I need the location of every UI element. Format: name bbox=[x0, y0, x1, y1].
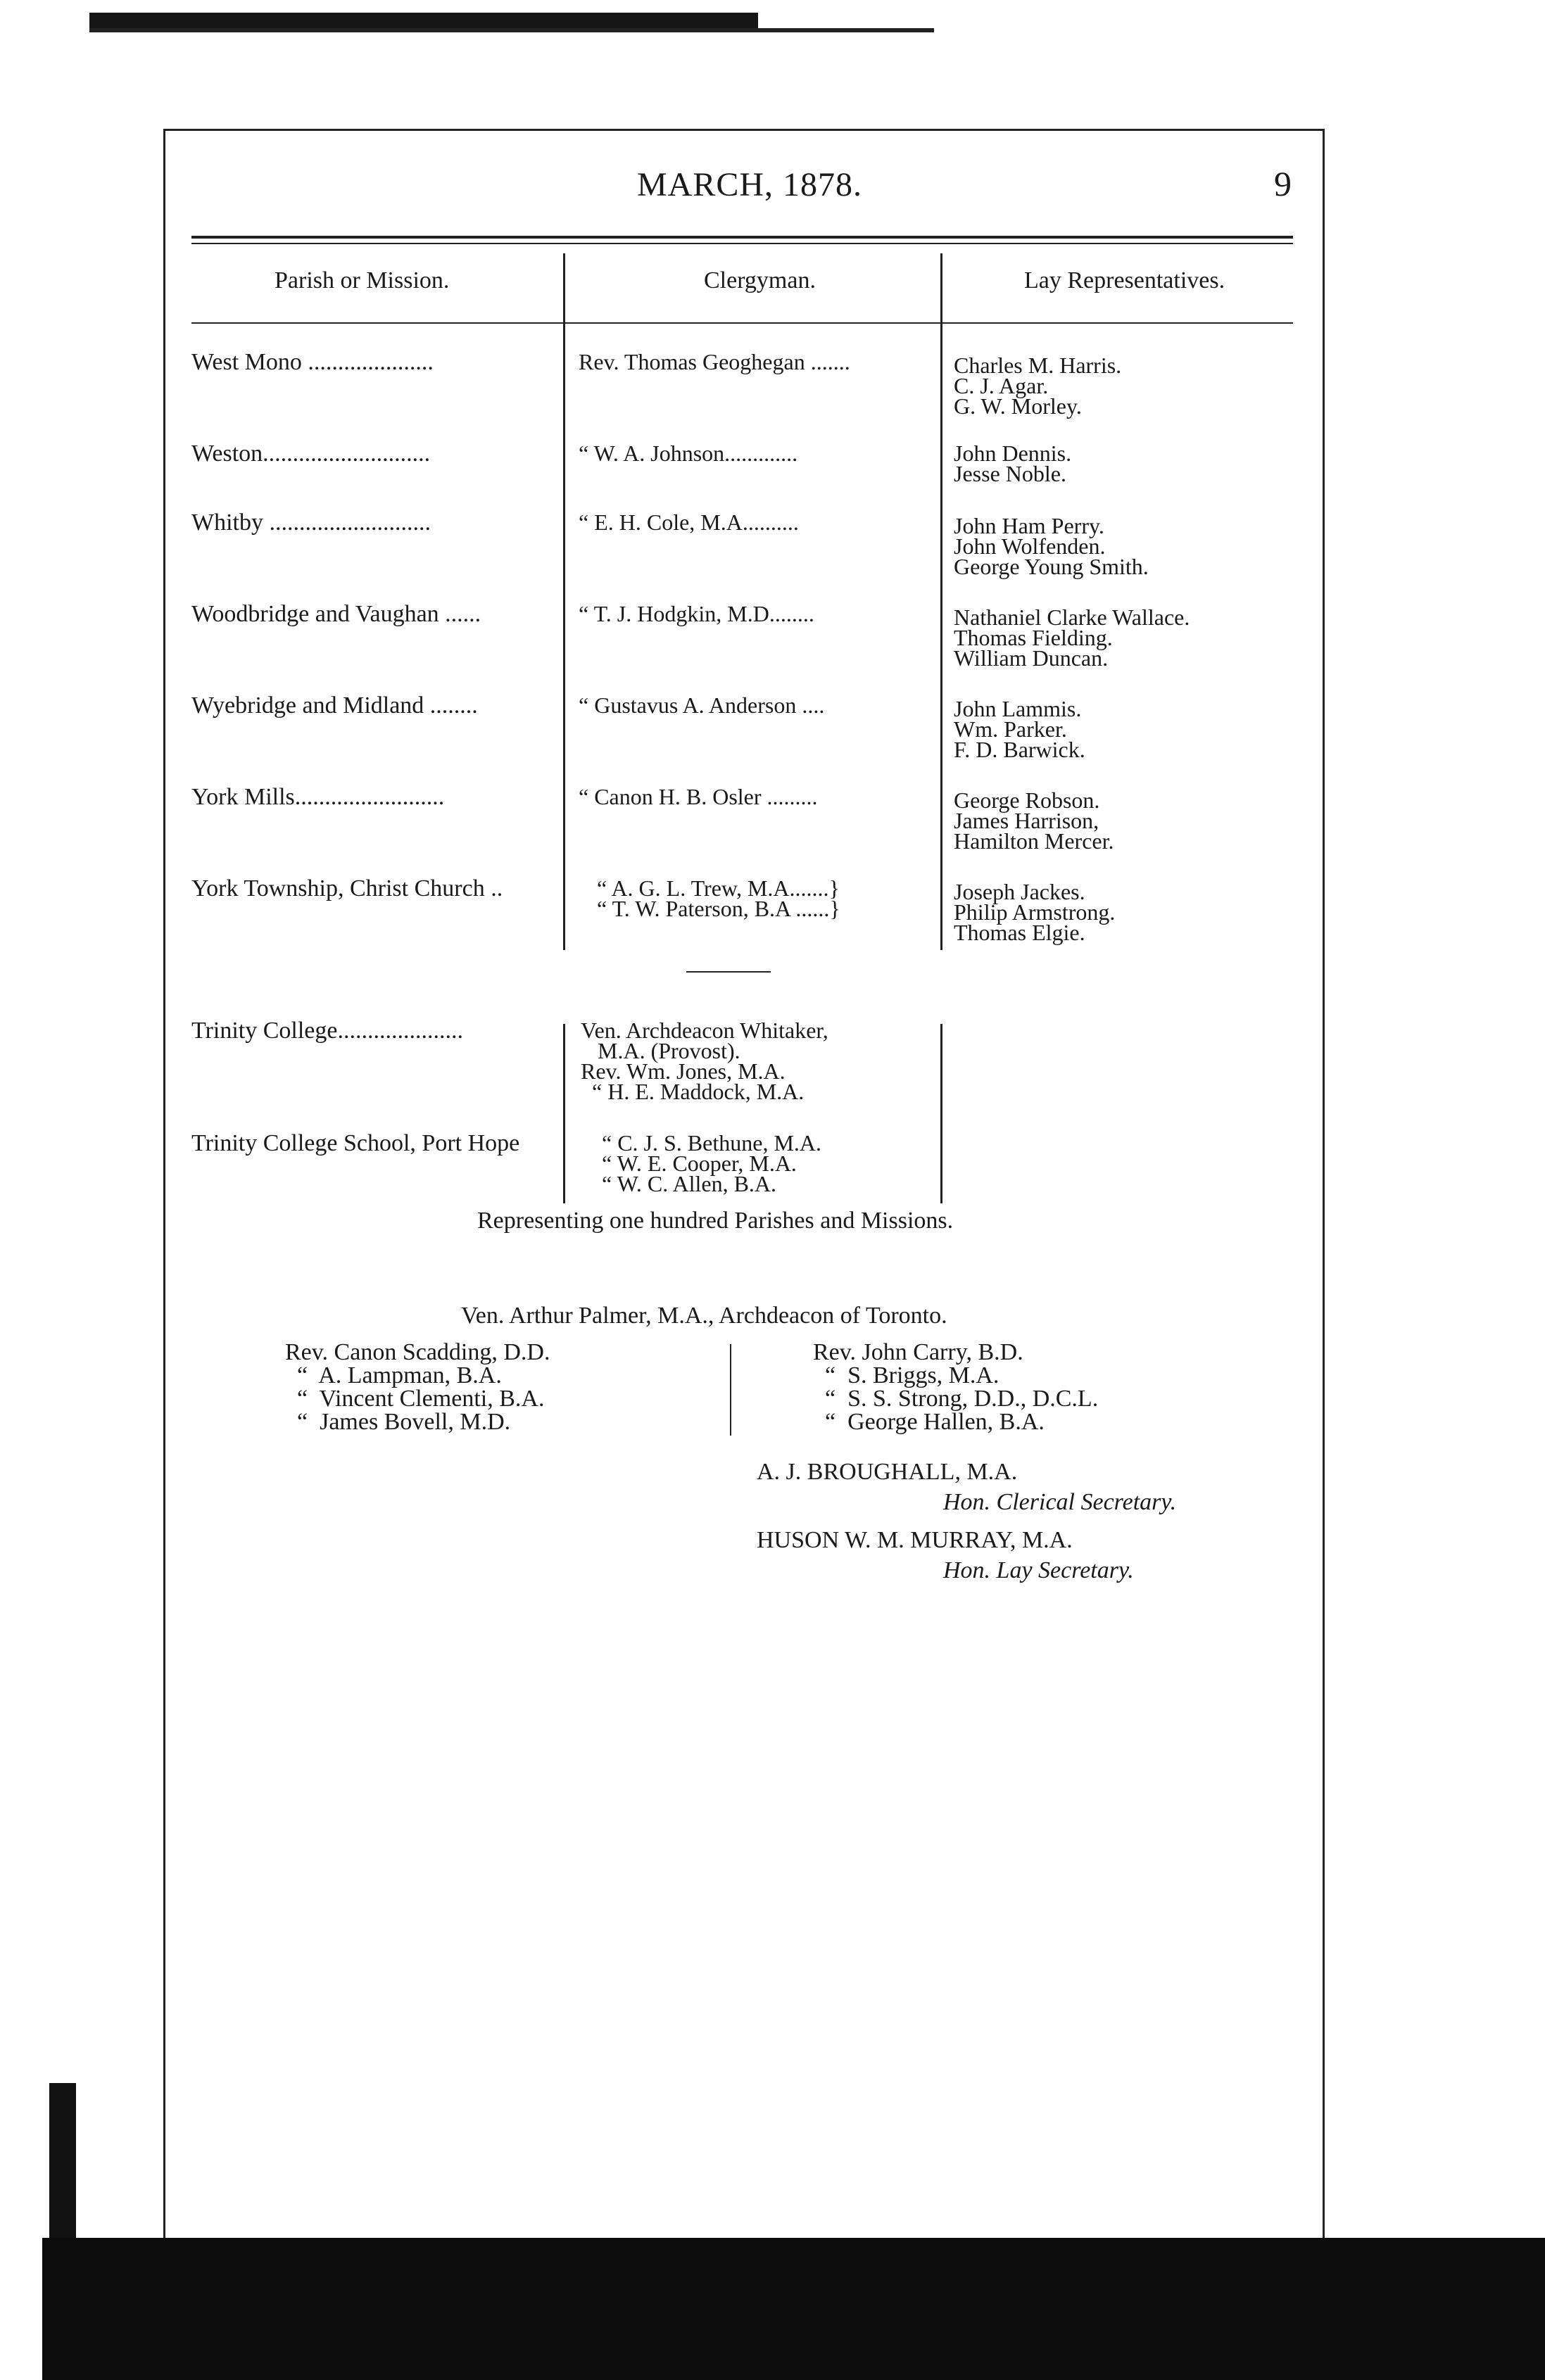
committee-left: Rev. Canon Scadding, D.D. “ A. Lampman, B.A. “ Vincent Clementi, B.A. “ James Bovell, M.D. bbox=[285, 1339, 550, 1435]
lay-representatives: John Ham Perry. John Wolfenden. George Young Smith. bbox=[954, 513, 1149, 579]
parish-name: Wyebridge and Midland ........ bbox=[191, 692, 478, 719]
parish-name: Woodbridge and Vaughan ...... bbox=[191, 601, 481, 627]
secretary-role: Hon. Clerical Secretary. bbox=[943, 1489, 1177, 1515]
parish-name: West Mono ..................... bbox=[191, 349, 434, 375]
column-divider-1 bbox=[563, 253, 565, 950]
institution-divider-2 bbox=[940, 1024, 942, 1203]
parish-name: Weston............................ bbox=[191, 441, 431, 467]
clergy-name: Rev. Thomas Geoghegan ....... bbox=[579, 349, 850, 374]
archdeacon-line: Ven. Arthur Palmer, M.A., Archdeacon of Toronto. bbox=[461, 1303, 947, 1329]
lay-representatives: Charles M. Harris. C. J. Agar. G. W. Morley. bbox=[954, 353, 1122, 419]
parish-name: York Township, Christ Church .. bbox=[191, 875, 503, 901]
committee-divider bbox=[730, 1344, 731, 1436]
clergy-name: “ Canon H. B. Osler ......... bbox=[579, 784, 818, 809]
parish-name: York Mills......................... bbox=[191, 784, 445, 810]
header-rule-top bbox=[191, 236, 1293, 239]
institution-clergy: “ C. J. S. Bethune, M.A. “ W. E. Cooper, M.A. “ W. C. Allen, B.A. bbox=[602, 1130, 821, 1196]
parish-count-summary: Representing one hundred Parishes and Missions. bbox=[477, 1208, 954, 1234]
lay-representatives: George Robson. James Harrison, Hamilton Mercer. bbox=[954, 787, 1114, 854]
column-header-parish: Parish or Mission. bbox=[275, 267, 450, 293]
secretary-name: A. J. BROUGHALL, M.A. bbox=[757, 1459, 1018, 1485]
secretary-role: Hon. Lay Secretary. bbox=[943, 1557, 1134, 1583]
institution-name: Trinity College School, Port Hope bbox=[191, 1130, 520, 1156]
clergy-name: “ E. H. Cole, M.A.......... bbox=[579, 509, 799, 535]
section-separator bbox=[686, 971, 771, 973]
clergy-name: “ W. A. Johnson............. bbox=[579, 441, 798, 466]
clergy-name: “ A. G. L. Trew, M.A.......} “ T. W. Paterson, B.A ......} bbox=[597, 875, 840, 921]
column-divider-2 bbox=[940, 253, 942, 950]
column-header-lay: Lay Representatives. bbox=[1024, 267, 1225, 293]
page-number: 9 bbox=[1274, 164, 1292, 203]
page-header: MARCH, 1878. bbox=[637, 166, 863, 203]
lay-representatives: John Dennis. Jesse Noble. bbox=[954, 441, 1072, 486]
institution-name: Trinity College..................... bbox=[191, 1018, 463, 1044]
header-rule-bottom bbox=[191, 243, 1293, 244]
institution-divider-1 bbox=[563, 1024, 565, 1203]
lay-representatives: Joseph Jackes. Philip Armstrong. Thomas Elgie. bbox=[954, 879, 1116, 945]
scan-top-bar-thin bbox=[89, 28, 934, 32]
lay-representatives: Nathaniel Clarke Wallace. Thomas Fielding. William Duncan. bbox=[954, 605, 1190, 671]
institution-clergy: Ven. Archdeacon Whitaker, M.A. (Provost). Rev. Wm. Jones, M.A. “ H. E. Maddock, M.A. bbox=[581, 1018, 828, 1104]
secretary-name: HUSON W. M. MURRAY, M.A. bbox=[757, 1527, 1073, 1553]
clergy-name: “ T. J. Hodgkin, M.D........ bbox=[579, 601, 814, 626]
parish-name: Whitby ........................... bbox=[191, 509, 431, 536]
scan-bottom-band bbox=[42, 2238, 1545, 2380]
lay-representatives: John Lammis. Wm. Parker. F. D. Barwick. bbox=[954, 696, 1085, 762]
scan-top-bar bbox=[89, 13, 758, 28]
column-header-clergy: Clergyman. bbox=[704, 267, 816, 293]
committee-right: Rev. John Carry, B.D. “ S. Briggs, M.A. “ S. S. Strong, D.D., D.C.L. “ George Hallen, B.A. bbox=[813, 1339, 1099, 1435]
column-header-rule bbox=[191, 322, 1293, 324]
clergy-name: “ Gustavus A. Anderson .... bbox=[579, 692, 825, 718]
